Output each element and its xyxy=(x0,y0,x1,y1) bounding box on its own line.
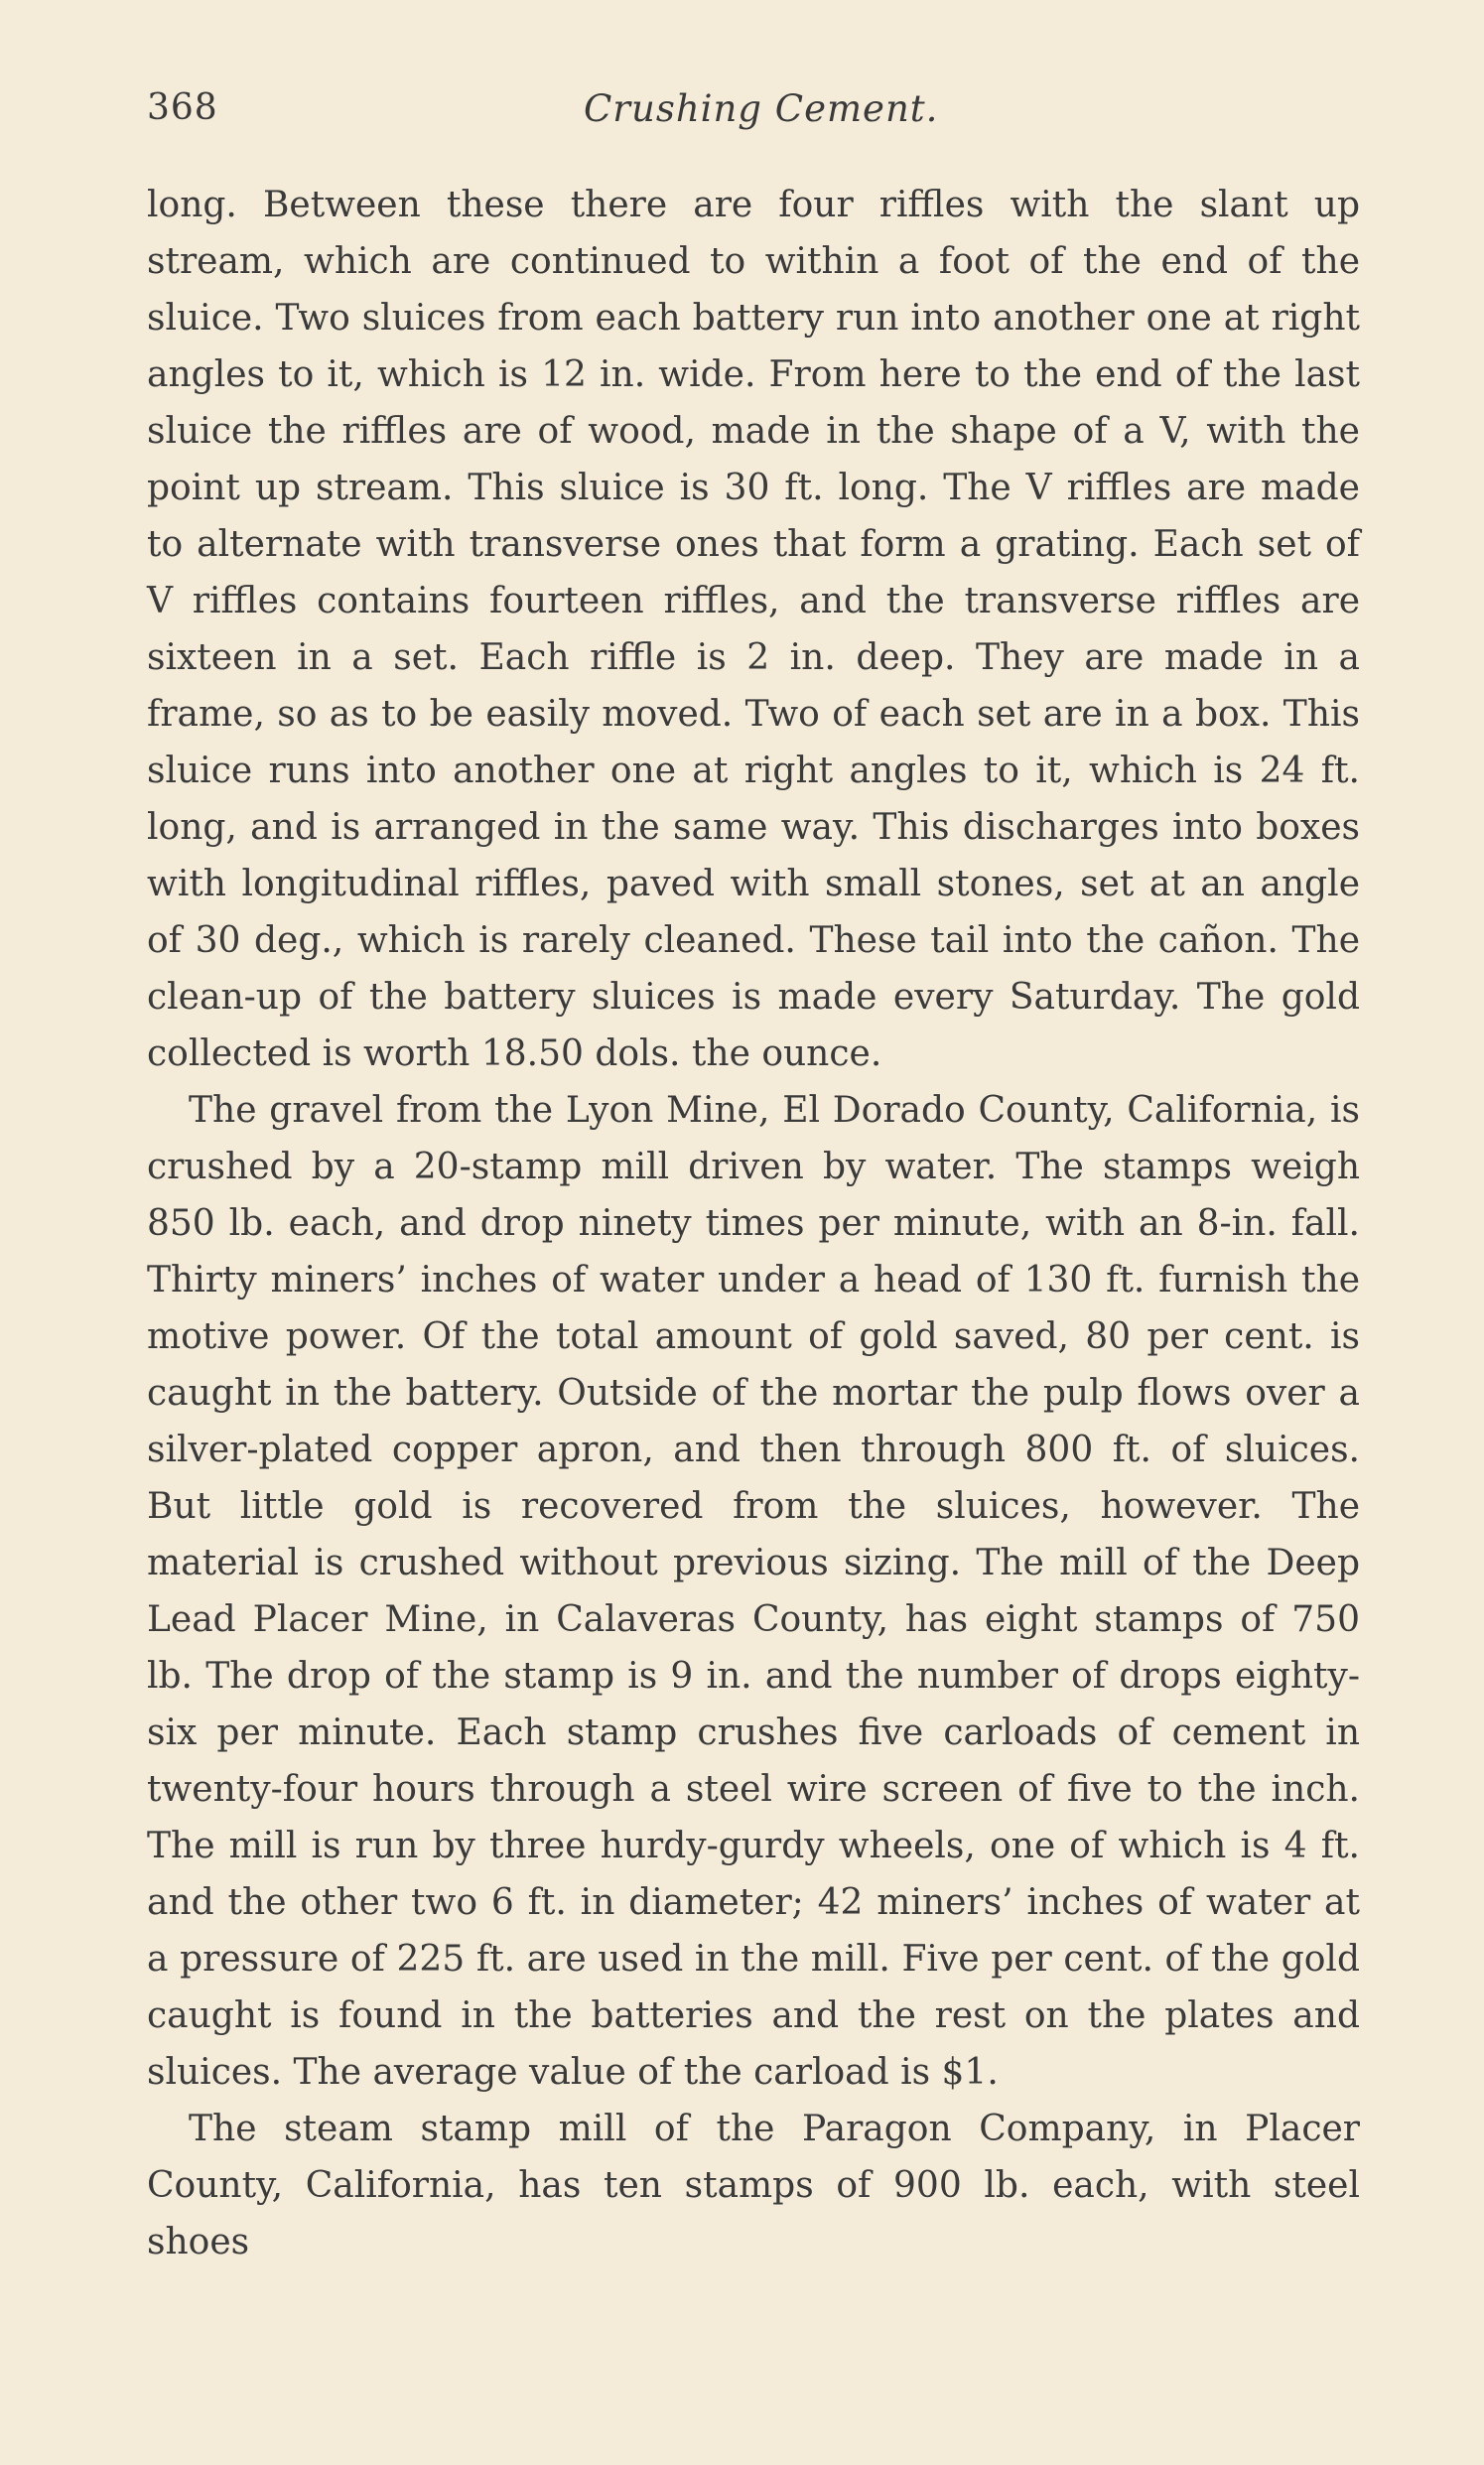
body-text xyxy=(147,177,1360,2270)
paragraph-continued: long. Between these there are four riffles with the slant up stream, which are continued to within a foot of the end of the sluice. Two sluices from each battery run into another one at right angles to it, which is 12 in. wide. From here to the end of the last sluice the riffles are of wood, made in the shape of a V, with the point up stream. This sluice is 30 ft. long. The V riffles are made to alternate with transverse ones that form a grating. Each set of V riffles contains fourteen riffles, and the transverse riffles are sixteen in a set. Each riffle is 2 in. deep. They are made in a frame, so as to be easily moved. Two of each set are in a box. This sluice runs into another one at right angles to it, which is 24 ft. long, and is arranged in the same way. This discharges into boxes with longitudinal riffles, paved with small stones, set at an angle of 30 deg., which is rarely cleaned. These tail into the cañon. The clean-up of the battery sluices is made every Saturday. The gold collected is worth 18.50 dols. the ounce. xyxy=(147,185,1360,1074)
paragraph-lyon-mine: The gravel from the Lyon Mine, El Dorado County, California, is crushed by a 20-stamp mill driven by water. The stamps weigh 850 lb. each, and drop ninety times per minute, with an 8-in. fall. Thirty miners’ inches of water under a head of 130 ft. furnish the motive power. Of the total amount of gold saved, 80 per cent. is caught in the battery. Outside of the mortar the pulp flows over a silver-plated copper apron, and then through 800 ft. of sluices. But little gold is recovered from the sluices, however. The material is crushed without previous sizing. The mill of the Deep Lead Placer Mine, in Calaveras County, has eight stamps of 750 lb. The drop of the stamp is 9 in. and the number of drops eighty-six per minute. Each stamp crushes five carloads of cement in twenty-four hours through a steel wire screen of five to the inch. The mill is run by three hurdy-gurdy wheels, one of which is 4 ft. and the other two 6 ft. in diameter; 42 miners’ inches of water at a pressure of 225 ft. are used in the mill. Five per cent. of the gold caught is found in the batteries and the rest on the plates and sluices. The average value of the carload is $1. xyxy=(147,1090,1360,2093)
running-head xyxy=(147,87,1360,137)
page-number: 368 xyxy=(147,87,218,128)
paragraph-paragon-company: The steam stamp mill of the Paragon Company, in Placer County, California, has ten stamps of 900 lb. each, with steel shoes xyxy=(147,2109,1360,2262)
running-title: Crushing Cement. xyxy=(584,87,939,130)
